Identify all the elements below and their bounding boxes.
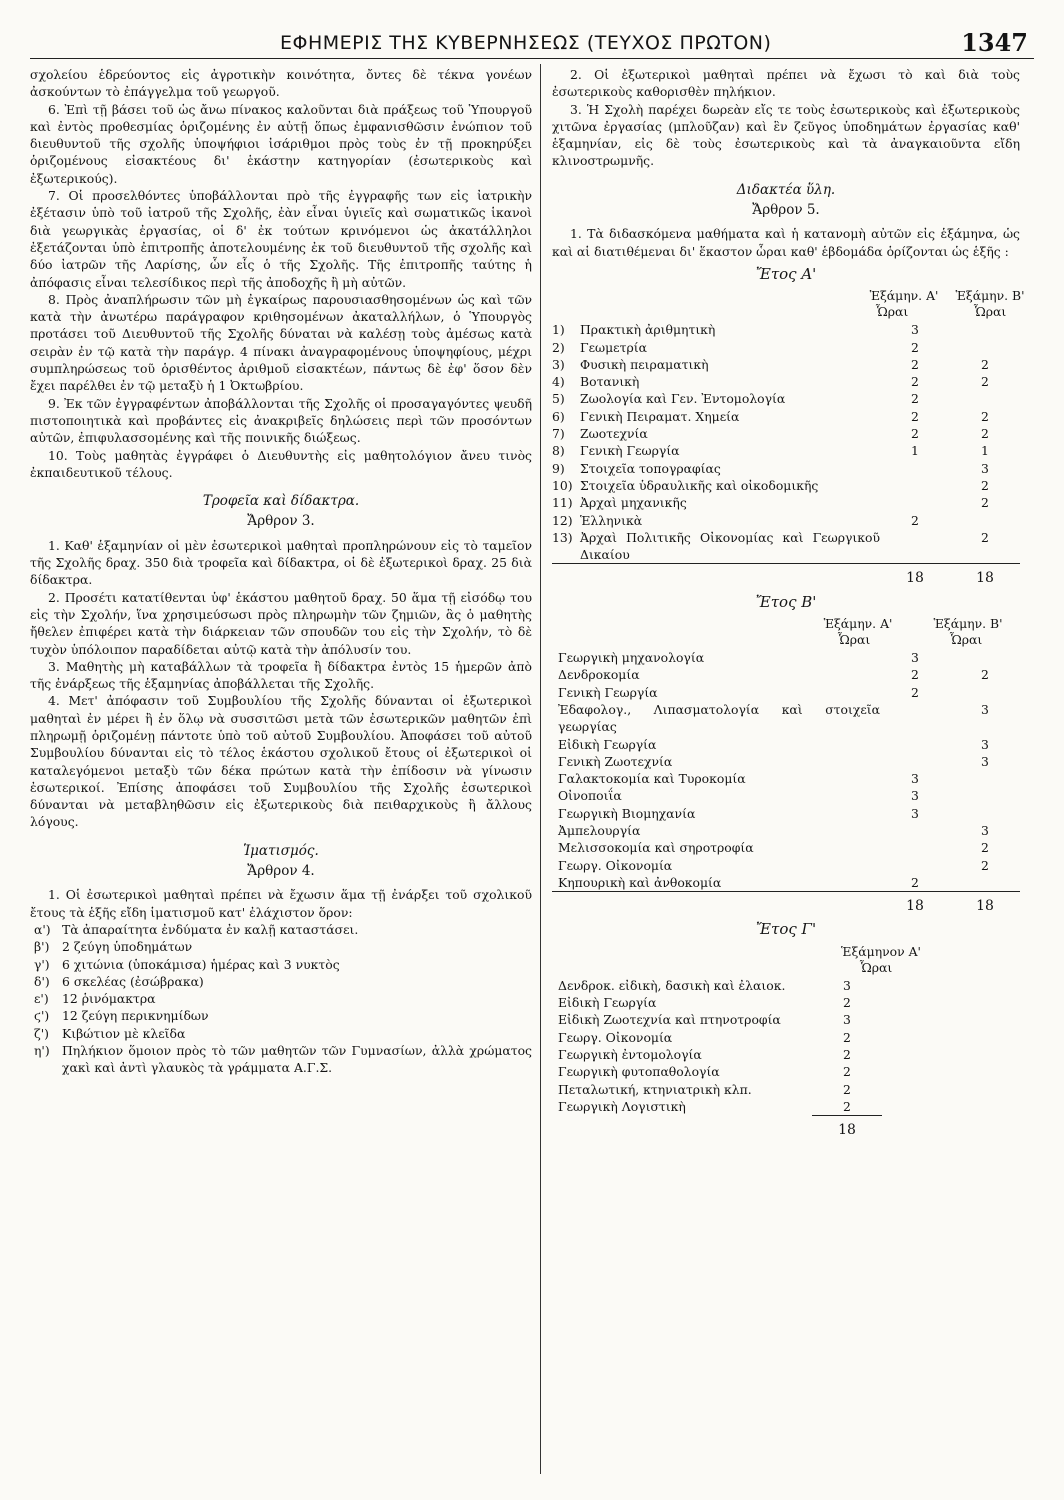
year-c-title: Ἔτος Γ': [755, 920, 817, 939]
course-name: Μελισσοκομία καὶ σηροτροφία: [558, 840, 754, 856]
table-row: [552, 1063, 882, 1080]
year-a-total-b: 18: [950, 564, 1020, 588]
hours-sem-a: 2: [843, 995, 851, 1011]
article-4-paragraph-3: 3. Ἡ Σχολὴ παρέχει δωρεὰν εἴς τε τοὺς ἐσωτερικοὺς καὶ ἐξωτερικοὺς χιτῶνα ἐργασίας (μπλοῦζαν) καὶ ἓν ζεῦγος ὑποδημάτων ἐργασίας καθ' ἑξαμηνίαν, εἰς δὲ τοὺς ἐσωτερικοὺς καὶ τὰ ἀναγκαιοῦντα εἴδη κλινοστρωμνῆς.: [552, 101, 1020, 169]
page-header: [30, 30, 1034, 59]
course-name: Γεωμετρία: [580, 339, 647, 355]
section-title-didaktea: Διδακτέα ὕλη.: [736, 181, 836, 198]
hours-sem-a: [880, 839, 950, 856]
clothing-item: [30, 1025, 532, 1042]
hours-sem-b: 2: [981, 495, 989, 511]
table-row: [552, 356, 1020, 373]
course-number: 2): [552, 339, 565, 355]
hours-sem-a: 3: [843, 1012, 851, 1028]
hours-sem-b: 3: [981, 736, 989, 752]
year-a-table: [552, 321, 1020, 587]
hours-sem-a: [880, 753, 950, 770]
table-row: [552, 822, 1020, 839]
article-3-heading: Ἄρθρον 3.: [247, 513, 315, 530]
clothing-list: [30, 921, 532, 1077]
year-a-total-row: [552, 564, 1020, 588]
paragraph-10: 10. Τοὺς μαθητὰς ἐγγράφει ὁ Διευθυντὴς εἰς μαθητολόγιον ἄνευ τινὸς ἐκπαιδευτικοῦ τέλους.: [30, 447, 532, 480]
course-number: 1): [552, 322, 565, 338]
table-row: [552, 477, 1020, 494]
course-name: Ἐδαφολογ., Λιπασματολογία καὶ στοιχεῖα γεωργίας: [558, 701, 880, 735]
course-number: 13): [552, 529, 573, 545]
table-row: [552, 684, 1020, 701]
course-number: 5): [552, 391, 565, 407]
course-number: 4): [552, 374, 565, 390]
hours-sem-b: 2: [981, 840, 989, 856]
hours-sem-b: 3: [981, 460, 989, 476]
hours-sem-a: 2: [843, 1046, 851, 1062]
article-4-heading: Ἄρθρον 4.: [247, 863, 315, 880]
hours-sem-a: [880, 494, 950, 511]
course-name: Ἀμπελουργία: [558, 822, 641, 838]
table-row: [552, 770, 1020, 787]
column-divider: [540, 64, 541, 1474]
hours-sem-a: 3: [843, 977, 851, 993]
hours-sem-a: [880, 477, 950, 494]
hours-sem-a: [880, 701, 950, 736]
hours-sem-b: 2: [981, 477, 989, 493]
course-name: Εἰδικὴ Ζωοτεχνία καὶ πτηνοτροφία: [558, 1012, 781, 1028]
course-name: Φυσικὴ πειραματικὴ: [580, 356, 709, 372]
table-row: [552, 977, 882, 994]
table-row: [552, 1046, 882, 1063]
table-row: [552, 753, 1020, 770]
year-b-semester-header: [552, 615, 1020, 649]
clothing-item-text: 12 ῥινόμακτρα: [62, 991, 156, 1007]
clothing-item-text: Κιβώτιον μὲ κλεῖδα: [62, 1025, 186, 1041]
course-name: Κηπουρικὴ καὶ ἀνθοκομία: [558, 874, 722, 890]
year-b-total-row: [552, 892, 1020, 916]
hours-sem-b: 2: [981, 857, 989, 873]
course-number: 10): [552, 477, 573, 493]
table-row: [552, 1098, 882, 1116]
table-row: [552, 857, 1020, 874]
hours-sem-b: 2: [981, 667, 989, 683]
clothing-item-text: 6 χιτώνια (ὑποκάμισα) ἡμέρας καὶ 3 νυκτὸς: [62, 956, 340, 972]
table-row: [552, 649, 1020, 666]
course-name: Γεωργικὴ μηχανολογία: [558, 650, 705, 666]
hours-sem-a: [880, 736, 950, 753]
year-c-total-a: 18: [812, 1116, 882, 1140]
hours-sem-a: [880, 822, 950, 839]
paragraph-6: 6. Ἐπὶ τῇ βάσει τοῦ ὡς ἄνω πίνακος καλοῦνται διὰ πράξεως τοῦ Ὑπουργοῦ καὶ ἐντὸς προθεσμίας ὁριζομένης ἐν αὐτῇ ὅπως ἐμφανισθῶσιν ἐνώπιον τοῦ διευθυντοῦ τῆς σχολῆς ὑποψήφιοι ἰσάριθμοι πρὸς τοὺς ἐν τῇ προκηρύξει ὁριζομένους εἰσακτέους δι' ἑκάστην κατηγορίαν (ἐσωτερικοὺς καὶ ἐξωτερικούς).: [30, 101, 532, 186]
hours-sem-a: 2: [911, 374, 919, 390]
course-number: 12): [552, 512, 573, 528]
course-number: 7): [552, 426, 565, 442]
left-column: [30, 66, 532, 1077]
course-name: Δενδροκομία: [558, 667, 640, 683]
table-row: [552, 787, 1020, 804]
course-name: Γαλακτοκομία καὶ Τυροκομία: [558, 771, 746, 787]
year-a-title: Ἔτος Α': [755, 264, 817, 283]
hours-sem-b: [950, 874, 1020, 892]
table-row: [552, 442, 1020, 459]
clothing-item: [30, 938, 532, 955]
hours-sem-b: [950, 321, 1020, 338]
clothing-item-label: δ'): [34, 973, 50, 989]
clothing-item: [30, 921, 532, 938]
page-number: 1347: [961, 28, 1028, 57]
course-name: Γενικὴ Πειραματ. Χημεία: [580, 408, 740, 424]
clothing-item-label: β'): [34, 939, 50, 955]
year-b-title: Ἔτος Β': [755, 592, 817, 611]
table-row: [552, 994, 882, 1011]
clothing-item: [30, 1042, 532, 1077]
hours-sem-b: 2: [981, 356, 989, 372]
table-row: [552, 805, 1020, 822]
section-title-imatismos: Ἱματισμός.: [243, 842, 319, 859]
year-b-hours-b: Ὧραι: [949, 632, 983, 648]
course-name: Γεωργ. Οἰκονομία: [558, 1029, 673, 1045]
hours-sem-a: 3: [911, 788, 919, 804]
hours-sem-a: 2: [911, 667, 919, 683]
clothing-item-text: 12 ζεύγη περικνημίδων: [62, 1008, 209, 1024]
course-number: 3): [552, 356, 565, 372]
clothing-item-label: α'): [34, 921, 51, 937]
table-row: [552, 529, 1020, 564]
hours-sem-b: [950, 512, 1020, 529]
table-row: [552, 874, 1020, 892]
hours-sem-a: 2: [911, 684, 919, 700]
hours-sem-a: 1: [911, 443, 919, 459]
hours-sem-a: [880, 529, 950, 564]
table-row: [552, 321, 1020, 338]
hours-sem-a: 2: [911, 512, 919, 528]
clothing-item-label: ε'): [34, 991, 49, 1007]
year-c-semester-header: [552, 943, 1020, 977]
clothing-item-text: Πηλήκιον ὅμοιον πρὸς τὸ τῶν μαθητῶν τῶν Γυμνασίων, ἀλλὰ χρώματος χακὶ καὶ ἀντὶ γλαυκὸς τὰ γράμματα Α.Γ.Σ.: [62, 1043, 532, 1076]
hours-sem-a: 2: [911, 874, 919, 890]
clothing-item: [30, 990, 532, 1007]
table-row: [552, 701, 1020, 736]
hours-sem-b: [950, 684, 1020, 701]
course-name: Εἰδικὴ Γεωργία: [558, 995, 657, 1011]
course-name: Γεωργικὴ φυτοπαθολογία: [558, 1064, 720, 1080]
hours-sem-b: 2: [981, 529, 989, 545]
clothing-item-text: Τὰ ἀπαραίτητα ἐνδύματα ἐν καλῇ καταστάσει.: [62, 921, 359, 937]
hours-sem-a: 2: [843, 1098, 851, 1114]
course-name: Γενικὴ Ζωοτεχνία: [558, 753, 673, 769]
hours-sem-b: 3: [981, 701, 989, 717]
year-c-sem-a-label: Ἑξάμηνον Α': [841, 943, 921, 959]
year-a-sem-b-label: Ἑξάμην. Β': [955, 288, 1025, 304]
year-a-total-a: 18: [880, 564, 950, 588]
year-a-semester-header: [552, 287, 1025, 321]
clothing-item: [30, 1007, 532, 1024]
hours-sem-a: 2: [843, 1029, 851, 1045]
article-3-paragraph-4: 4. Μετ' ἀπόφασιν τοῦ Συμβουλίου τῆς Σχολῆς δύνανται οἱ ἐξωτερικοὶ μαθηταὶ ἐν μέρει ἢ ἐν ὅλῳ νὰ συσσιτῶσι μετὰ τῶν ἐσωτερικῶν μαθητῶν ἐπὶ πληρωμῇ ὁριζομένῃ πάντοτε ὑπὸ τοῦ αὐτοῦ Συμβουλίου. Ἀποφάσει τοῦ αὐτοῦ Συμβουλίου δύνανται εἰς τὸ τέλος ἑκάστου σχολικοῦ ἔτους οἱ ἐξωτερικοὶ οἱ καταλεγόμενοι μεταξὺ τῶν δέκα πρώτων κατὰ τὴν ἐπίδοσιν νὰ γίνωσιν ἐσωτερικοί. Ἐπίσης ἀποφάσει τοῦ Συμβουλίου τῆς Σχολῆς ἐσωτερικοὶ δύνανται νὰ μεταβληθῶσιν εἰς ἐξωτερικοὺς διὰ πειθαρχικοὺς ἢ ἄλλους λόγους.: [30, 693, 532, 830]
table-row: [552, 1081, 882, 1098]
article-3-paragraph-3: 3. Μαθητὴς μὴ καταβάλλων τὰ τροφεῖα ἢ δίδακτρα ἐντὸς 15 ἡμερῶν ἀπὸ τῆς ἐνάρξεως τῆς ἑξαμηνίας ἀποβάλλεται τῆς Σχολῆς.: [30, 658, 532, 692]
table-row: [552, 1011, 882, 1028]
table-row: [552, 425, 1020, 442]
course-name: Γενικὴ Γεωργία: [580, 443, 680, 459]
hours-sem-b: [950, 649, 1020, 666]
year-b-total-b: 18: [950, 892, 1020, 916]
year-a-hours-a: Ὧραι: [875, 304, 909, 320]
year-c-total-row: [552, 1116, 882, 1140]
table-row: [552, 373, 1020, 390]
article-3-paragraph-2: 2. Προσέτι κατατίθενται ὑφ' ἑκάστου μαθητοῦ δραχ. 50 ἅμα τῇ εἰσόδῳ του εἰς τὴν Σχολήν, ἵνα χρησιμεύσωσι πρὸς πληρωμὴν τῶν ζημιῶν, ἃς ὁ μαθητὴς ἤθελεν ἐπιφέρει κατὰ τὴν διάρκειαν τῶν σπουδῶν του εἰς τὴν Σχολήν, τὸ δὲ τυχὸν ὑπόλοιπον παραδίδεται αὐτῷ κατὰ τὴν ἀπόλυσίν του.: [30, 589, 532, 657]
section-title-trofeia: Τροφεῖα καὶ δίδακτρα.: [202, 493, 360, 510]
course-number: 11): [552, 495, 573, 511]
course-name: Γενικὴ Γεωργία: [558, 684, 658, 700]
year-b-sem-b-label: Ἑξάμην. Β': [933, 616, 1003, 632]
course-name: Γεωργ. Οἰκονομία: [558, 857, 673, 873]
year-a-hours-b: Ὧραι: [973, 304, 1007, 320]
year-c-table: [552, 977, 882, 1140]
clothing-item-text: 6 σκελέας (ἐσώβρακα): [62, 973, 204, 989]
paragraph-8: 8. Πρὸς ἀναπλήρωσιν τῶν μὴ ἐγκαίρως παρουσιασθησομένων ὡς καὶ τῶν κατὰ τὴν ἀνωτέρω παράγραφον κριθησομένων ἀκαταλλήλων, ὁ Ὑπουργὸς προτάσει τοῦ Διευθυντοῦ τῆς Σχολῆς δύναται νὰ καλέσῃ τοὺς ἀμέσως κατὰ σειρὰν ἐν τῷ κατὰ τὴν παράγρ. 4 πίνακι ἀναγραφομένους ὑποψηφίους, μέχρι συμπληρώσεως τοῦ ὁρισθέντος ἀριθμοῦ εἰσακτέων, πάντως δὲ ἐφ' ὅσον δὲν ἔχει παρέλθει ἐν τῷ μεταξὺ ἡ 1 Ὀκτωβρίου.: [30, 291, 532, 394]
table-row: [552, 339, 1020, 356]
year-a-sem-a-label: Ἑξάμην. Α': [869, 288, 939, 304]
article-4-paragraph-1: 1. Οἱ ἐσωτερικοὶ μαθηταὶ πρέπει νὰ ἔχωσιν ἅμα τῇ ἐνάρξει τοῦ σχολικοῦ ἔτους τὰ ἑξῆς εἴδη ἱματισμοῦ κατ' ἐλάχιστον ὅρον:: [30, 887, 532, 920]
course-name: Δενδροκ. εἰδικὴ, δασικὴ καὶ ἐλαιοκ.: [558, 977, 786, 993]
hours-sem-b: 3: [981, 822, 989, 838]
course-number: 6): [552, 408, 565, 424]
hours-sem-b: 3: [981, 753, 989, 769]
course-name: Πρακτικὴ ἀριθμητικὴ: [580, 322, 716, 338]
hours-sem-a: 3: [911, 771, 919, 787]
hours-sem-b: 2: [981, 374, 989, 390]
right-column: [552, 66, 1025, 1139]
article-3-paragraph-1: 1. Καθ' ἑξαμηνίαν οἱ μὲν ἐσωτερικοὶ μαθηταὶ προπληρώνουν εἰς τὸ ταμεῖον τῆς Σχολῆς δραχ. 350 διὰ τροφεῖα καὶ δίδακτρα, οἱ δὲ ἐξωτερικοὶ δραχ. 25 διὰ δίδακτρα.: [30, 537, 532, 588]
article-5-paragraph-1: 1. Τὰ διδασκόμενα μαθήματα καὶ ἡ κατανομὴ αὐτῶν εἰς ἑξάμηνα, ὡς καὶ αἱ διατιθέμεναι δι' ἕκαστον ὧραι καθ' ἑβδομάδα ὁρίζονται ὡς ἑξῆς :: [552, 226, 1020, 259]
course-name: Ἀρχαὶ μηχανικῆς: [580, 495, 687, 511]
article-5-heading: Ἄρθρον 5.: [752, 202, 820, 219]
course-name: Ζωοτεχνία: [580, 426, 648, 442]
course-name: Γεωργικὴ Λογιστικὴ: [558, 1098, 686, 1114]
course-name: Στοιχεῖα ὑδραυλικῆς καὶ οἰκοδομικῆς: [580, 477, 819, 493]
hours-sem-a: 2: [911, 426, 919, 442]
course-name: Βοτανικὴ: [580, 374, 640, 390]
hours-sem-a: 2: [911, 391, 919, 407]
course-name: Γεωργικὴ ἐντομολογία: [558, 1046, 702, 1062]
hours-sem-b: [950, 770, 1020, 787]
course-name: Ἀρχαὶ Πολιτικῆς Οἰκονομίας καὶ Γεωργικοῦ Δικαίου: [580, 529, 880, 563]
course-number: 8): [552, 443, 565, 459]
header-title: ΕΦΗΜΕΡΙΣ ΤΗΣ ΚΥΒΕΡΝΗΣΕΩΣ (ΤΕΥΧΟΣ ΠΡΩΤΟΝ): [280, 32, 772, 54]
clothing-item-label: η'): [34, 1043, 50, 1059]
hours-sem-b: 2: [981, 408, 989, 424]
course-name: Οἰνοποιΐα: [558, 788, 622, 804]
year-c-hours-a: Ὧραι: [859, 959, 893, 975]
clothing-item: [30, 956, 532, 973]
table-row: [552, 666, 1020, 683]
year-b-hours-a: Ὧραι: [837, 632, 871, 648]
hours-sem-a: [880, 857, 950, 874]
paragraph-9: 9. Ἐκ τῶν ἐγγραφέντων ἀποβάλλονται τῆς Σχολῆς οἱ προσαγαγόντες ψευδῆ πιστοποιητικὰ καὶ προβάντες εἰς ἀνακριβεῖς δηλώσεις περὶ τῶν προσόντων αὐτῶν, ἐπιφυλασσομένης καὶ τῆς ποινικῆς διώξεως.: [30, 395, 532, 446]
course-name: Εἰδικὴ Γεωργία: [558, 736, 657, 752]
year-b-sem-a-label: Ἑξάμην. Α': [823, 616, 893, 632]
hours-sem-b: [950, 339, 1020, 356]
article-4-paragraph-2: 2. Οἱ ἐξωτερικοὶ μαθηταὶ πρέπει νὰ ἔχωσι τὸ καὶ διὰ τοὺς ἐσωτερικοὺς καθορισθὲν πηλήκιον.: [552, 67, 1020, 100]
clothing-item: [30, 973, 532, 990]
clothing-item-label: γ'): [34, 956, 50, 972]
hours-sem-a: 2: [843, 1081, 851, 1097]
table-row: [552, 1029, 882, 1046]
year-b-total-a: 18: [880, 892, 950, 916]
hours-sem-a: 3: [911, 322, 919, 338]
course-name: Ἑλληνικὰ: [580, 512, 643, 528]
course-name: Γεωργικὴ Βιομηχανία: [558, 805, 696, 821]
course-name: Ζωολογία καὶ Γεν. Ἐντομολογία: [580, 391, 786, 407]
clothing-item-label: ζ'): [34, 1025, 49, 1041]
table-row: [552, 839, 1020, 856]
table-row: [552, 408, 1020, 425]
hours-sem-b: 2: [981, 426, 989, 442]
hours-sem-a: [880, 460, 950, 477]
table-row: [552, 494, 1020, 511]
clothing-item-text: 2 ζεύγη ὑποδημάτων: [62, 939, 193, 955]
hours-sem-b: [950, 805, 1020, 822]
hours-sem-a: 3: [911, 650, 919, 666]
hours-sem-b: [950, 787, 1020, 804]
course-number: 9): [552, 460, 565, 476]
table-row: [552, 390, 1020, 407]
table-row: [552, 736, 1020, 753]
hours-sem-a: 3: [911, 805, 919, 821]
hours-sem-b: [950, 390, 1020, 407]
hours-sem-b: 1: [981, 443, 989, 459]
hours-sem-a: 2: [843, 1064, 851, 1080]
course-name: Πεταλωτική, κτηνιατρικὴ κλπ.: [558, 1081, 752, 1097]
table-row: [552, 460, 1020, 477]
hours-sem-a: 2: [911, 408, 919, 424]
intro-paragraph: σχολείου ἑδρεύοντος εἰς ἀγροτικὴν κοινότητα, ὄντες δὲ τέκνα γονέων ἀσκούντων τὸ ἐπάγγελμα τοῦ γεωργοῦ.: [30, 67, 532, 100]
clothing-item-label: ϛ'): [34, 1008, 50, 1024]
paragraph-7: 7. Οἱ προσελθόντες ὑποβάλλονται πρὸ τῆς ἐγγραφῆς των εἰς ἰατρικὴν ἐξέτασιν ὑπὸ τοῦ ἰατροῦ τῆς Σχολῆς, ἐὰν εἶναι ὑγιεῖς καὶ σωματικῶς ἱκανοὶ διὰ γεωργικὰς ἐργασίας, οἱ δ' ἐκ τούτων κρινόμενοι ὡς ἀκατάλληλοι ἐξετάζονται ὑπὸ ἐπιτροπῆς ἀποτελουμένης ἐκ τοῦ διευθυντοῦ τῆς σχολῆς καὶ δύο ἰατρῶν τῆς Λαρίσης, ὧν εἷς ὁ τῆς Σχολῆς. Τῆς ἐπιτροπῆς ταύτης ἡ ἀπόφασις εἶναι τελεσίδικος περὶ τῆς ἀποδοχῆς ἢ μὴ αὐτῶν.: [30, 188, 532, 290]
year-b-table: [552, 649, 1020, 915]
hours-sem-a: 2: [911, 356, 919, 372]
hours-sem-a: 2: [911, 339, 919, 355]
table-row: [552, 512, 1020, 529]
course-name: Στοιχεῖα τοπογραφίας: [580, 460, 721, 476]
